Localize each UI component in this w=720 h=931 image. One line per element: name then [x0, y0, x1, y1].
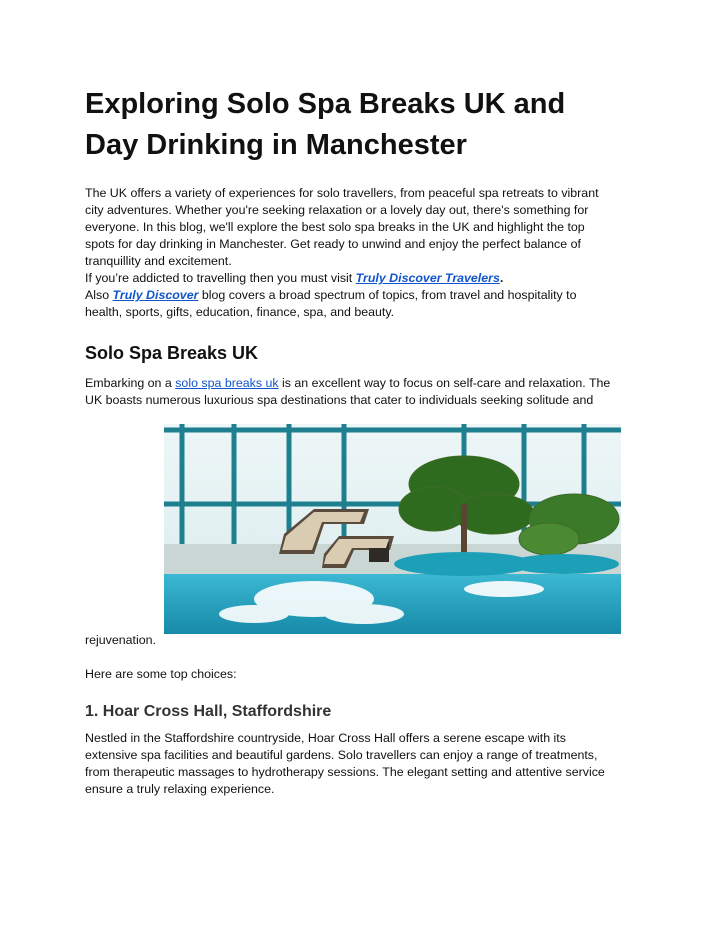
also-line [85, 287, 645, 304]
section-heading-hoar-cross: 1. Hoar Cross Hall, Staffordshire [85, 703, 332, 720]
solo-spa-breaks-link[interactable]: solo spa breaks uk [175, 376, 279, 390]
title-line-2: Day Drinking in Manchester [85, 129, 467, 161]
solo-line-2: UK boasts numerous luxurious spa destinations that cater to individuals seeking solitude and [85, 393, 594, 407]
page-title [85, 84, 665, 166]
spa-pool-image [164, 424, 621, 634]
hoar-line: Nestled in the Staffordshire countryside, Hoar Cross Hall offers a serene escape with its [85, 731, 566, 745]
rejuvenation-text [85, 632, 645, 649]
intro-line: tranquillity and excitement. [85, 254, 232, 268]
top-choices-line: Here are some top choices: [85, 667, 237, 681]
truly-discover-link[interactable]: Truly Discover [112, 288, 199, 302]
truly-discover-travelers-link[interactable]: Truly Discover Travelers [355, 271, 500, 285]
hoar-line: ensure a truly relaxing experience. [85, 782, 275, 796]
solo-line-3: rejuvenation. [85, 633, 156, 647]
hoar-cross-paragraph [85, 730, 645, 798]
intro-line: The UK offers a variety of experiences for solo travellers, from peaceful spa retreats to vibrant [85, 186, 599, 200]
also-prefix: Also [85, 288, 113, 302]
title-line-1: Exploring Solo Spa Breaks UK and [85, 88, 566, 120]
top-choices-text [85, 666, 645, 683]
visit-line [85, 270, 645, 287]
intro-paragraph [85, 185, 645, 321]
solo-suffix: is an excellent way to focus on self-care and relaxation. The [278, 376, 611, 390]
intro-line: everyone. In this blog, we'll explore the best solo spa breaks in the UK and highlight the top [85, 220, 585, 234]
hoar-line: from therapeutic massages to hydrotherapy sessions. The elegant setting and attentive service [85, 765, 605, 779]
spa-pool-illustration [164, 424, 621, 634]
solo-paragraph [85, 375, 645, 409]
visit-suffix: . [499, 271, 504, 285]
solo-prefix: Embarking on a [85, 376, 176, 390]
intro-line: spots for day drinking in Manchester. Get ready to unwind and enjoy the perfect balance of [85, 237, 581, 251]
section-heading-solo-spa: Solo Spa Breaks UK [85, 343, 259, 363]
visit-prefix: If you’re addicted to travelling then you must visit [85, 271, 356, 285]
also-line-2: health, sports, gifts, education, finance, spa, and beauty. [85, 305, 395, 319]
intro-line: city adventures. Whether you're seeking relaxation or a lovely day out, there's something for [85, 203, 589, 217]
also-suffix: blog covers a broad spectrum of topics, from travel and hospitality to [198, 288, 577, 302]
hoar-line: extensive spa facilities and beautiful gardens. Solo travellers can enjoy a range of treatments, [85, 748, 598, 762]
solo-line-1 [85, 375, 645, 392]
